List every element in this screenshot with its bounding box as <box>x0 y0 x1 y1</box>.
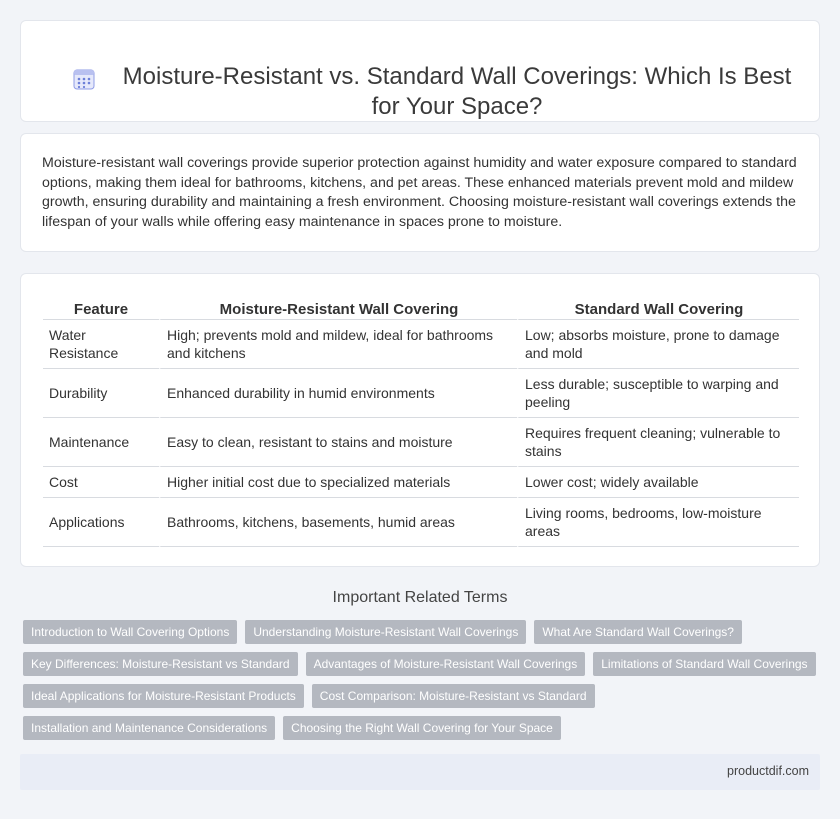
related-terms-heading: Important Related Terms <box>332 589 508 606</box>
related-term-tag[interactable]: Limitations of Standard Wall Coverings <box>593 652 815 676</box>
standard-cell: Low; absorbs moisture, prone to damage and mold <box>517 320 799 369</box>
header-standard: Standard Wall Covering <box>517 295 799 320</box>
table-header-row <box>43 295 799 320</box>
comparison-table-card <box>20 273 820 567</box>
feature-cell: Applications <box>43 498 159 547</box>
intro-paragraph: Moisture-resistant wall coverings provide superior protection against humidity and water exposure compared to standard options, making them ideal for bathrooms, kitchens, and pet areas. These enhanced materials prevent mold and mildew growth, ensuring durability and maintaining a fresh environment. Choosing moisture-resistant wall coverings extends the lifespan of your walls while offering easy maintenance in spaces prone to moisture. <box>42 155 797 230</box>
table-row <box>43 467 799 498</box>
moisture-cell: Enhanced durability in humid environments <box>159 369 517 418</box>
intro-card <box>20 133 820 252</box>
feature-cell: Maintenance <box>43 418 159 467</box>
page-title: Moisture-Resistant vs. Standard Wall Coverings: Which Is Best for Your Space? <box>122 63 792 120</box>
related-term-tag[interactable]: Ideal Applications for Moisture-Resistant Products <box>23 684 304 708</box>
moisture-cell: High; prevents mold and mildew, ideal for bathrooms and kitchens <box>159 320 517 369</box>
related-term-tag[interactable]: Key Differences: Moisture-Resistant vs Standard <box>23 652 298 676</box>
footer-bar <box>20 754 820 790</box>
related-term-tag[interactable]: Introduction to Wall Covering Options <box>23 620 237 644</box>
moisture-cell: Bathrooms, kitchens, basements, humid areas <box>159 498 517 547</box>
related-term-tag[interactable]: Cost Comparison: Moisture-Resistant vs Standard <box>312 684 595 708</box>
related-term-tag[interactable]: Installation and Maintenance Considerations <box>23 716 275 740</box>
standard-cell: Requires frequent cleaning; vulnerable to stains <box>517 418 799 467</box>
header-card <box>20 20 820 122</box>
table-row <box>43 320 799 369</box>
related-term-tag[interactable]: Choosing the Right Wall Covering for Your Space <box>283 716 561 740</box>
standard-cell: Less durable; susceptible to warping and peeling <box>517 369 799 418</box>
related-term-tag[interactable]: Understanding Moisture-Resistant Wall Coverings <box>245 620 526 644</box>
calendar-grid-icon <box>73 68 95 90</box>
tag-row <box>23 684 823 716</box>
related-term-tag[interactable]: Advantages of Moisture-Resistant Wall Coverings <box>306 652 586 676</box>
moisture-cell: Easy to clean, resistant to stains and moisture <box>159 418 517 467</box>
moisture-cell: Higher initial cost due to specialized materials <box>159 467 517 498</box>
related-term-tag[interactable]: What Are Standard Wall Coverings? <box>534 620 742 644</box>
standard-cell: Living rooms, bedrooms, low-moisture areas <box>517 498 799 547</box>
feature-cell: Cost <box>43 467 159 498</box>
footer-site-link[interactable]: productdif.com <box>727 764 809 778</box>
tag-row <box>23 652 823 684</box>
table-row <box>43 369 799 418</box>
standard-cell: Lower cost; widely available <box>517 467 799 498</box>
header-feature: Feature <box>43 295 159 320</box>
table-row <box>43 418 799 467</box>
feature-cell: Water Resistance <box>43 320 159 369</box>
related-terms-tags <box>23 620 823 748</box>
table-row <box>43 498 799 547</box>
tag-row <box>23 716 823 748</box>
header-moisture-resistant: Moisture-Resistant Wall Covering <box>159 295 517 320</box>
tag-row <box>23 620 823 652</box>
feature-cell: Durability <box>43 369 159 418</box>
comparison-table <box>43 295 799 547</box>
